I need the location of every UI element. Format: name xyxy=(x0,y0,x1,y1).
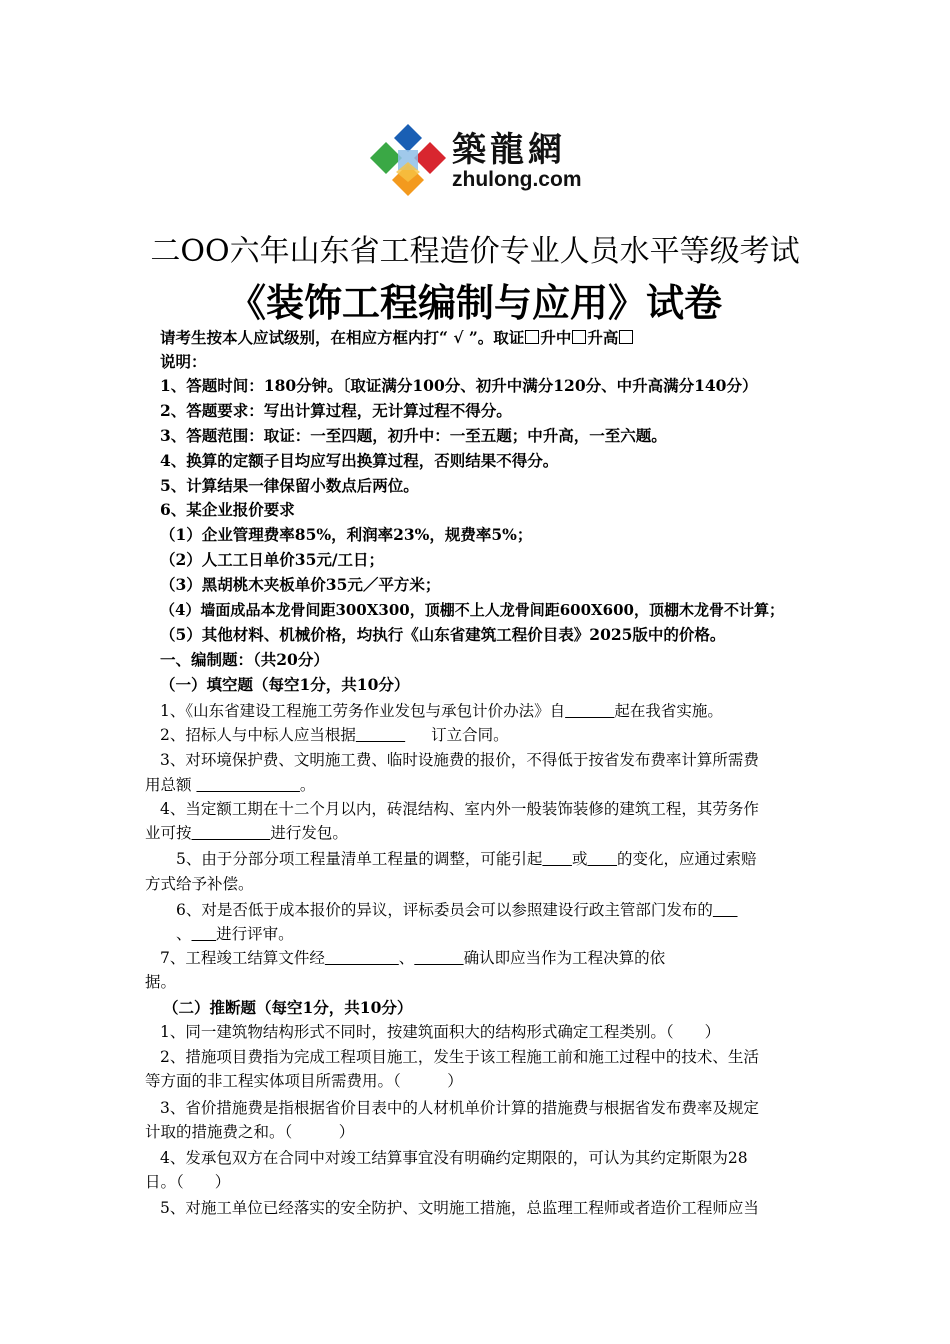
note-3: 3、答题范围：取证：一至四题，初升中：一至五题；中升高，一至六题。 xyxy=(160,426,667,445)
fill-q7-text: 7、工程竣工结算文件经 xyxy=(160,949,325,967)
fill-question-3: 3、对环境保护费、文明施工费、临时设施费的报价，不得低于按省发布费率计算所需费 xyxy=(160,751,759,769)
requirement-3: （3）黑胡桃木夹板单价35元／平方米； xyxy=(160,575,441,594)
exam-title: 二OO六年山东省工程造价专业人员水平等级考试 xyxy=(150,234,800,269)
fill-q7-sep: 、 xyxy=(398,949,415,967)
fill-question-7 xyxy=(160,946,828,970)
checkbox-high[interactable] xyxy=(619,330,633,344)
fill-question-2 xyxy=(160,723,828,747)
note-6: 6、某企业报价要求 xyxy=(160,500,295,519)
fill-q1-tail: 起在我省实施。 xyxy=(614,702,723,720)
judge-question-2: 2、措施项目费指为完成工程项目施工，发生于该工程施工前和施工过程中的技术、生活 xyxy=(160,1048,759,1066)
fill-q7-blank-1[interactable] xyxy=(325,949,399,967)
judge-question-3-cont: 计取的措施费之和。（ ） xyxy=(145,1123,355,1141)
judge-question-2-cont: 等方面的非工程实体项目所需费用。（ ） xyxy=(145,1072,463,1090)
note-1: 1、答题时间：180分钟。〔取证满分100分、初升中满分120分、中升高满分140分） xyxy=(160,376,758,395)
fill-question-4: 4、当定额工期在十二个月以内，砖混结构、室内外一般装饰装修的建筑工程，其劳务作 xyxy=(160,800,759,818)
checkbox-mid[interactable] xyxy=(572,330,586,344)
fill-question-5 xyxy=(176,847,844,871)
requirement-4: （4）墙面成品本龙骨间距300X300，顶棚不上人龙骨间距600X600，顶棚木龙骨不计算； xyxy=(160,601,784,619)
fill-q5-blank-2[interactable] xyxy=(587,850,617,868)
requirement-2: （2）人工工日单价35元/工日； xyxy=(160,550,385,569)
fill-question-6-cont xyxy=(176,922,844,946)
level-option-1: 升中 xyxy=(540,328,572,347)
fill-q4-tail: 进行发包。 xyxy=(270,824,348,842)
logo-domain: zhulong.com xyxy=(452,168,582,191)
fill-question-5-cont: 方式给予补偿。 xyxy=(145,875,254,893)
note-5: 5、计算结果一律保留小数点后两位。 xyxy=(160,476,419,495)
fill-question-4-cont xyxy=(145,821,813,845)
fill-q5-text: 5、由于分部分项工程量清单工程量的调整，可能引起 xyxy=(176,850,543,868)
fill-q1-text: 1、《山东省建设工程施工劳务作业发包与承包计价办法》自 xyxy=(160,702,566,720)
fill-q3-text: 用总额 xyxy=(145,776,192,794)
fill-q6-blank-2[interactable] xyxy=(192,925,217,943)
judge-question-4-cont: 日。（ ） xyxy=(145,1173,231,1191)
note-4: 4、换算的定额子目均应写出换算过程，否则结果不得分。 xyxy=(160,451,559,470)
fill-q6-tail: 进行评审。 xyxy=(216,925,294,943)
note-2: 2、答题要求：写出计算过程，无计算过程不得分。 xyxy=(160,401,512,420)
fill-q2-tail: 订立合同。 xyxy=(431,726,509,744)
judge-question-1: 1、同一建筑物结构形式不同时，按建筑面积大的结构形式确定工程类别。（ ） xyxy=(160,1023,721,1041)
section-heading-compile: 一、编制题：（共20分） xyxy=(160,650,329,669)
logo-chinese-name: 築龍網 xyxy=(452,130,566,170)
fill-question-1 xyxy=(160,699,828,723)
requirement-1: （1）企业管理费率85%，利润率23%，规费率5%； xyxy=(160,525,533,544)
fill-q3-blank[interactable] xyxy=(196,776,299,794)
fill-q2-text: 2、招标人与中标人应当根据 xyxy=(160,726,356,744)
zhulong-logo xyxy=(368,120,583,200)
fill-q5-or: 或 xyxy=(571,850,588,868)
fill-q1-blank[interactable] xyxy=(565,702,614,720)
paper-title: 《装饰工程编制与应用》试卷 xyxy=(227,280,722,325)
fill-q2-blank[interactable] xyxy=(356,726,405,744)
fill-q6-sep: 、 xyxy=(176,925,192,943)
fill-q4-text: 业可按 xyxy=(145,824,192,842)
checkbox-qualify[interactable] xyxy=(525,330,539,344)
section-heading-fill-blank: （一）填空题（每空1分，共10分） xyxy=(160,675,410,694)
fill-q7-blank-2[interactable] xyxy=(414,949,463,967)
judge-question-4: 4、发承包双方在合同中对竣工结算事宜没有明确约定期限的，可认为其约定斯限为28 xyxy=(160,1149,748,1167)
fill-question-3-cont xyxy=(145,773,813,797)
fill-question-6 xyxy=(176,898,844,922)
fill-q6-text: 6、对是否低于成本报价的异议，评标委员会可以参照建设行政主管部门发布的 xyxy=(176,901,713,919)
judge-question-5: 5、对施工单位已经落实的安全防护、文明施工措施，总监理工程师或者造价工程师应当 xyxy=(160,1199,759,1217)
level-option-2: 升高 xyxy=(587,328,619,347)
fill-q7-tail: 确认即应当作为工程决算的依 xyxy=(463,949,666,967)
fill-question-7-cont: 据。 xyxy=(145,973,177,991)
fill-q4-blank[interactable] xyxy=(192,824,271,842)
fill-q6-blank-1[interactable] xyxy=(713,901,738,919)
fill-q3-tail: 。 xyxy=(299,776,316,794)
fill-q5-blank-1[interactable] xyxy=(542,850,572,868)
judge-question-3: 3、省价措施费是指根据省价目表中的人材机单价计算的措施费与根据省发布费率及规定 xyxy=(160,1099,759,1117)
requirement-5: （5）其他材料、机械价格，均执行《山东省建筑工程价目表》2025版中的价格。 xyxy=(160,625,726,644)
zhulong-logo-mark xyxy=(368,120,448,200)
section-heading-judge: （二）推断题（每空1分，共10分） xyxy=(163,998,413,1017)
notes-header: 说明： xyxy=(160,352,207,371)
fill-q5-tail: 的变化，应通过索赔 xyxy=(617,850,757,868)
level-prompt: 请考生按本人应试级别，在相应方框内打“ √ ”。取证 xyxy=(160,328,525,347)
level-selection xyxy=(160,326,828,350)
